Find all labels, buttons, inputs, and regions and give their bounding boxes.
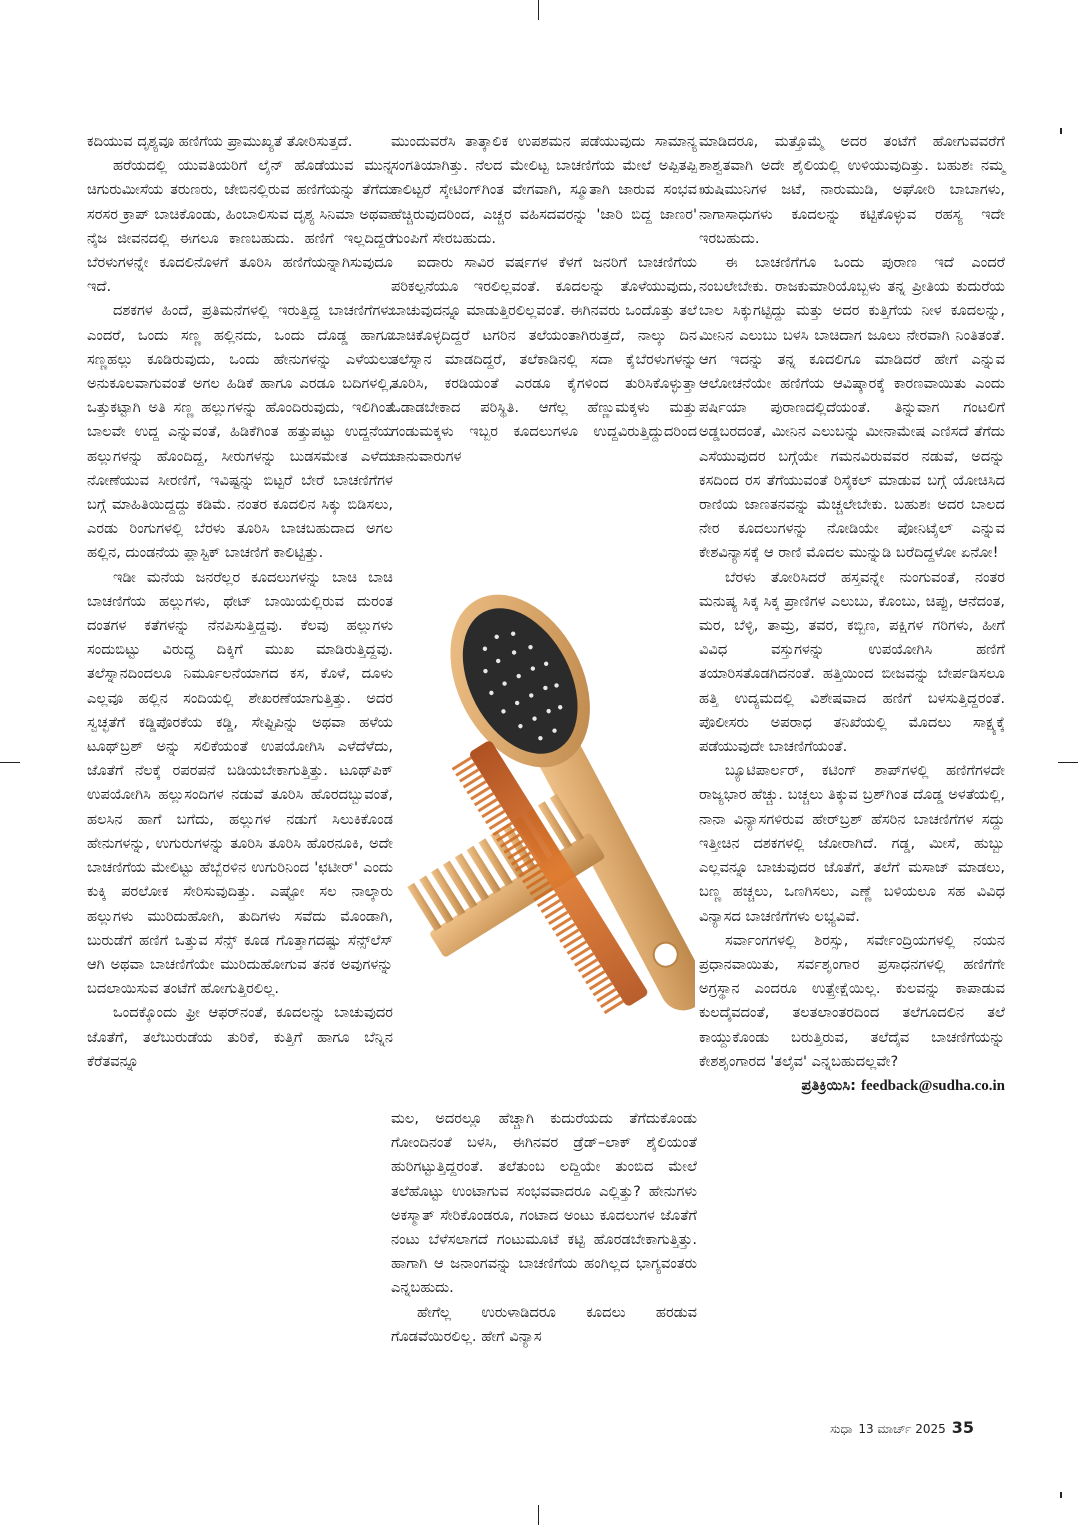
page-footer — [830, 1418, 974, 1437]
paragraph: ಇಡೀ ಮನೆಯ ಜನರೆಲ್ಲರ ಕೂದಲುಗಳನ್ನು ಬಾಚಿ ಬಾಚಿ ಬಾಚಣಿಗೆಯ ಹಲ್ಲುಗಳು, ಥೇಟ್ ಬಾಯಿಯಲ್ಲಿರುವ ದುರಂತ ದಂತಗಳ ಕತೆಗಳನ್ನು ನೆನಪಿಸುತ್ತಿದ್ದವು. ಕೆಲವು ಹಲ್ಲುಗಳು ಸಂದುಬಿಟ್ಟು ವಿರುದ್ಧ ದಿಕ್ಕಿಗೆ ಮುಖ ಮಾಡಿರುತ್ತಿದ್ದವು. ತಲೆಸ್ನಾನದಿಂದಲೂ ನಿರ್ಮೂಲನೆಯಾಗದ ಕಸ, ಕೊಳೆ, ದೂಳು ಎಲ್ಲವೂ ಹಲ್ಲಿನ ಸಂದಿಯಲ್ಲಿ ಶೇಖರಣೆಯಾಗುತ್ತಿತ್ತು. ಅದರ ಸ್ವಚ್ಛತೆಗೆ ಕಡ್ಡಿಪೊರಕೆಯ ಕಡ್ಡಿ, ಸೇಫ್ಟಿಪಿನ್ನು ಅಥವಾ ಹಳೆಯ ಟೂಥ್‌ಬ್ರಶ್ ಅನ್ನು ಸಲಿಕೆಯಂತೆ ಉಪಯೋಗಿಸಿ ಎಳೆದೆಳೆದು, ಜೊತೆಗೆ ನೆಲಕ್ಕೆ ರಪರಪನೆ ಬಡಿಯಬೇಕಾಗುತ್ತಿತ್ತು. ಟೂಥ್‌ಪಿಕ್ ಉಪಯೋಗಿಸಿ ಹಲ್ಲುಸಂದಿಗಳ ನಡುವೆ ತೂರಿಸಿ ಹೊರದಬ್ಬುವಂತೆ, ಹಲಸಿನ ಹಾಗೆ ಬಗೆದು, ಹಲ್ಲುಗಳ ನಡುಗೆ ಸಿಲುಕಿಕೊಂಡ ಹೇನುಗಳನ್ನು, ಉಗುರುಗಳನ್ನು ತೂರಿಸಿ ತೂರಿಸಿ ಹೊರನೂಕಿ, ಅದೇ ಬಾಚಣಿಗೆಯ ಮೇಲಿಟ್ಟು ಹೆಬ್ಬೆರಳಿನ ಉಗುರಿನಿಂದ 'ಛಟೀರ್' ಎಂದು ಕುಕ್ಕಿ ಪರಲೋಕ ಸೇರಿಸುವುದಿತ್ತು. ಎಷ್ಟೋ ಸಲ ನಾಲ್ಕಾರು ಹಲ್ಲುಗಳು ಮುರಿದುಹೋಗಿ, ತುದಿಗಳು ಸವೆದು ಮೊಂಡಾಗಿ, ಬುರುಡೆಗೆ ಹಣಿಗೆ ಒತ್ತುವ ಸೆನ್ಸ್ ಕೂಡ ಗೊತ್ತಾಗದಷ್ಟು ಸೆನ್ಸ್‌ಲೆಸ್ ಆಗಿ ಅಥವಾ ಬಾಚಣಿಗೆಯೇ ಮುರಿದುಹೋಗುವ ತನಕ ಅವುಗಳನ್ನು ಬದಲಾಯಿಸುವ ತಂಟೆಗೆ ಹೋಗುತ್ತಿರಲಿಲ್ಲ. — [87, 568, 393, 998]
article-column-3 — [699, 130, 1005, 1098]
article-column-2-top — [391, 130, 697, 469]
combs-and-brush-photo — [395, 585, 695, 1095]
paragraph: ಬ್ಯೂಟಿಪಾರ್ಲರ್, ಕಟಿಂಗ್ ಶಾಪ್‌ಗಳಲ್ಲಿ ಹಣಿಗೆಗಳದೇ ರಾಜ್ಯಭಾರ ಹೆಚ್ಚು. ಬಚ್ಚಲು ತಿಕ್ಕುವ ಬ್ರಶ್‌ಗಿಂತ ದೊಡ್ಡ ಅಳತೆಯಲ್ಲಿ, ನಾನಾ ವಿನ್ಯಾಸಗಳಿರುವ ಹೇರ್‌ಬ್ರಶ್ ಹೆಸರಿನ ಬಾಚಣಿಗೆಗಳ ಸದ್ದು ಇತ್ತೀಚಿನ ದಶಕಗಳಲ್ಲಿ ಜೋರಾಗಿದೆ. ಗಡ್ಡ, ಮೀಸೆ, ಹುಬ್ಬು ಎಲ್ಲವನ್ನೂ ಬಾಚುವುದರ ಜೊತೆಗೆ, ತಲೆಗೆ ಮಸಾಜ್ ಮಾಡಲು, ಬಣ್ಣ ಹಚ್ಚಲು, ಒಣಗಿಸಲು, ಎಣ್ಣೆ ಬಳಿಯಲೂ ಸಹ ವಿವಿಧ ವಿನ್ಯಾಸದ ಬಾಚಣಿಗೆಗಳು ಲಭ್ಯವಿವೆ. — [699, 762, 1005, 925]
paragraph: ಒಂದಕ್ಕೊಂದು ಫ್ರೀ ಆಫರ್‌ನಂತೆ, ಕೂದಲನ್ನು ಬಾಚುವುದರ ಜೊತೆಗೆ, ತಲೆಬುರುಡೆಯ ತುರಿಕೆ, ಕುತ್ತಿಗೆ ಹಾಗೂ ಬೆನ್ನಿನ ಕೆರೆತವನ್ನೂ — [87, 1004, 393, 1070]
magazine-name: ಸುಧಾ — [830, 1422, 853, 1436]
paragraph: ಮಲ, ಅದರಲ್ಲೂ ಹೆಚ್ಚಾಗಿ ಕುದುರೆಯದು ತೆಗೆದುಕೊಂಡು ಗೋಂದಿನಂತೆ ಬಳಸಿ, ಈಗಿನವರ ಡ್ರೆಡ್‌–ಲಾಕ್ ಶೈಲಿಯಂತೆ ಹುರಿಗಟ್ಟುತ್ತಿದ್ದರಂತೆ. ತಲೆತುಂಬ ಲದ್ದಿಯೇ ತುಂಬಿದ ಮೇಲೆ ತಲೆಹೊಟ್ಟು ಉಂಟಾಗುವ ಸಂಭವವಾದರೂ ಎಲ್ಲಿತ್ತು? ಹೇನುಗಳು ಅಕಸ್ಮಾತ್ ಸೇರಿಕೊಂಡರೂ, ಗಂಟಾದ ಅಂಟು ಕೂದಲುಗಳ ಜೊತೆಗೆ ನಂಟು ಬೆಳೆಸಲಾಗದೆ ಗಂಟುಮೂಟೆ ಕಟ್ಟಿ ಹೊರಡಬೇಕಾಗುತ್ತಿತ್ತು. ಹಾಗಾಗಿ ಆ ಜನಾಂಗವನ್ನು ಬಾಚಣಿಗೆಯ ಹಂಗಿಲ್ಲದ ಭಾಗ್ಯವಂತರು ಎನ್ನಬಹುದು. — [391, 1110, 697, 1297]
crop-mark-right-top — [1060, 128, 1062, 134]
paragraph: ಸರ್ವಾಂಗಗಳಲ್ಲಿ ಶಿರಸ್ಸು, ಸರ್ವೇಂದ್ರಿಯಗಳಲ್ಲಿ ನಯನ ಪ್ರಧಾನವಾಯಿತು, ಸರ್ವಶೃಂಗಾರ ಪ್ರಸಾಧನಗಳಲ್ಲಿ ಹಣಿಗೆಗೇ ಅಗ್ರಸ್ಥಾನ ಎಂದರೂ ಉತ್ಪ್ರೇಕ್ಷೆಯಿಲ್ಲ. ಕುಲವನ್ನು ಕಾಪಾಡುವ ಕುಲದೈವದಂತೆ, ತಲತಲಾಂತರದಿಂದ ತಲೆಗೂದಲಿನ ತಲೆ ಕಾಯ್ದುಕೊಂಡು ಬರುತ್ತಿರುವ, ತಲೆದೈವ ಬಾಚಣಿಗೆಯನ್ನು ಕೇಶಶೃಂಗಾರದ 'ತಲೈವ' ಎನ್ನಬಹುದಲ್ಲವೇ? — [699, 931, 1005, 1070]
crop-mark-top — [538, 0, 539, 20]
crop-mark-right-bottom — [1060, 1492, 1062, 1498]
crop-mark-left — [0, 762, 20, 763]
issue-date: 13 ಮಾರ್ಚ್ 2025 — [858, 1422, 946, 1436]
article-column-1 — [87, 130, 393, 1074]
crop-mark-bottom — [538, 1505, 539, 1525]
paragraph: ಮಾಡಿದರೂ, ಮತ್ತೊಮ್ಮೆ ಅದರ ತಂಟೆಗೆ ಹೋಗುವವರೆಗೆ ಶಾಶ್ವತವಾಗಿ ಅದೇ ಶೈಲಿಯಲ್ಲಿ ಉಳಿಯುವುದಿತ್ತು. ಬಹುಶಃ ನಮ್ಮ ಋಷಿಮುನಿಗಳ ಜಟೆ, ನಾರುಮುಡಿ, ಅಘೋರಿ ಬಾಬಾಗಳು, ನಾಗಾಸಾಧುಗಳು ಕೂದಲನ್ನು ಕಟ್ಟಿಕೊಳ್ಳುವ ರಹಸ್ಯ ಇದೇ ಇರಬಹುದು. — [699, 133, 1005, 247]
feedback-email[interactable]: feedback@sudha.co.in — [861, 1077, 1005, 1094]
paragraph: ಮುಂದುವರೆಸಿ ತಾತ್ಕಾಲಿಕ ಉಪಶಮನ ಪಡೆಯುವುದು ಸಾಮಾನ್ಯ ಸಂಗತಿಯಾಗಿತ್ತು. ನೆಲದ ಮೇಲಿಟ್ಟ ಬಾಚಣಿಗೆಯ ಮೇಲೆ ಅಪ್ಪಿತಪ್ಪಿ ಕಾಲಿಟ್ಟರೆ ಸ್ಕೇಟಿಂಗ್‌ಗಿಂತ ವೇಗವಾಗಿ, ಸ್ಮೂತಾಗಿ ಜಾರುವ ಸಂಭವ ಹೆಚ್ಚಿರುವುದರಿಂದ, ಎಚ್ಚರ ವಹಿಸದವರನ್ನು 'ಜಾರಿ ಬಿದ್ದ ಜಾಣರ' ಗುಂಪಿಗೆ ಸೇರಬಹುದು. — [391, 133, 697, 247]
feedback-label: ಪ್ರತಿಕ್ರಿಯಿಸಿ: — [801, 1076, 856, 1094]
paragraph: ಹೇಗೆಲ್ಲ ಉರುಳಾಡಿದರೂ ಕೂದಲು ಹರಡುವ ಗೊಡವೆಯಿರಲಿಲ್ಲ. ಹೇಗೆ ವಿನ್ಯಾಸ — [391, 1303, 697, 1345]
paragraph: ಕದಿಯುವ ದೃಶ್ಯವೂ ಹಣಿಗೆಯ ಪ್ರಾಮುಖ್ಯತೆ ತೋರಿಸುತ್ತದೆ. — [87, 133, 353, 150]
crop-mark-right — [1058, 762, 1078, 763]
paragraph: ಬೆರಳು ತೋರಿಸಿದರೆ ಹಸ್ತವನ್ನೇ ನುಂಗುವಂತೆ, ನಂತರ ಮನುಷ್ಯ ಸಿಕ್ಕ ಸಿಕ್ಕ ಪ್ರಾಣಿಗಳ ಎಲುಬು, ಕೊಂಬು, ಚಿಪ್ಪು, ಆನೆದಂತ, ಮರ, ಬೆಳ್ಳಿ, ತಾಮ್ರ, ತವರ, ಕಬ್ಬಿಣ, ಪಕ್ಷಿಗಳ ಗರಿಗಳು, ಹೀಗೆ ವಿವಿಧ ವಸ್ತುಗಳನ್ನು ಉಪಯೋಗಿಸಿ ಹಣಿಗೆ ತಯಾರಿಸತೊಡಗಿದನಂತೆ. ಹತ್ತಿಯಿಂದ ಬೀಜವನ್ನು ಬೇರ್ಪಡಿಸಲೂ ಹತ್ತಿ ಉದ್ಯಮದಲ್ಲಿ ವಿಶೇಷವಾದ ಹಣಿಗೆ ಬಳಸುತ್ತಿದ್ದರಂತೆ. ಪೊಲೀಸರು ಅಪರಾಧ ತನಿಖೆಯಲ್ಲಿ ಮೊದಲು ಸಾಕ್ಷ್ಯಕ್ಕೆ ಪಡೆಯುವುದೇ ಬಾಚಣಿಗೆಯಂತೆ. — [699, 568, 1005, 756]
article-column-2-bottom — [391, 1107, 697, 1349]
paragraph: ಈ ಬಾಚಣಿಗೆಗೂ ಒಂದು ಪುರಾಣ ಇದೆ ಎಂದರೆ ನಂಬಲೇಬೇಕು. ರಾಜಕುಮಾರಿಯೊಬ್ಬಳು ತನ್ನ ಪ್ರೀತಿಯ ಕುದುರೆಯ ಬಾಲ ಸಿಕ್ಕುಗಟ್ಟಿದ್ದು ಮತ್ತು ಅದರ ಕುತ್ತಿಗೆಯ ನೀಳ ಕೂದಲನ್ನು, ಮೀನಿನ ಎಲುಬು ಬಳಸಿ ಬಾಚಿದಾಗ ಜೂಲು ನೇರವಾಗಿ ನಿಂತಿತಂತೆ. ಆಗ ಇದನ್ನು ತನ್ನ ಕೂದಲಿಗೂ ಮಾಡಿದರೆ ಹೇಗೆ ಎನ್ನುವ ಆಲೋಚನೆಯೇ ಹಣಿಗೆಯ ಆವಿಷ್ಕಾರಕ್ಕೆ ಕಾರಣವಾಯಿತು ಎಂದು ಪರ್ಷಿಯಾ ಪುರಾಣದಲ್ಲಿದೆಯಂತೆ. ತಿನ್ನುವಾಗ ಗಂಟಲಿಗೆ ಅಡ್ಡಬರದಂತೆ, ಮೀನಿನ ಎಲುಬನ್ನು ಮೀನಾಮೇಷ ಎಣಿಸದೆ ತೆಗೆದು ಎಸೆಯುವುದರ ಬಗ್ಗೆಯೇ ಗಮನವಿರುವವರ ನಡುವೆ, ಅದನ್ನು ಕಸದಿಂದ ರಸ ತೆಗೆಯುವಂತೆ ರಿಸೈಕಲ್ ಮಾಡುವ ಬಗ್ಗೆ ಯೋಚಿಸಿದ ರಾಣಿಯ ಜಾಣತನವನ್ನು ಮೆಚ್ಚಲೇಬೇಕು. ಬಹುಶಃ ಅದರ ಬಾಲದ ನೇರ ಕೂದಲುಗಳನ್ನು ನೋಡಿಯೇ ಪೋನಿಟೈಲ್ ಎನ್ನುವ ಕೇಶವಿನ್ಯಾಸಕ್ಕೆ ಆ ರಾಣಿ ಮೊದಲ ಮುನ್ನುಡಿ ಬರೆದಿದ್ದಳೋ ಏನೋ! — [699, 254, 1005, 562]
page-number: 35 — [951, 1418, 974, 1437]
paragraph: ದಶಕಗಳ ಹಿಂದೆ, ಪ್ರತಿಮನೆಗಳಲ್ಲಿ ಇರುತ್ತಿದ್ದ ಬಾಚಣಿಗೆಗಳು ಎಂದರೆ, ಒಂದು ಸಣ್ಣ ಹಲ್ಲಿನದು, ಒಂದು ದೊಡ್ಡ ಹಾಗೂ ಸಣ್ಣಹಲ್ಲು ಕೂಡಿರುವುದು, ಒಂದು ಹೇನುಗಳನ್ನು ಎಳೆಯಲು ಅನುಕೂಲವಾಗುವಂತೆ ಅಗಲ ಹಿಡಿಕೆ ಹಾಗೂ ಎರಡೂ ಬದಿಗಳಲ್ಲಿ, ಒತ್ತುಕಟ್ಟಾಗಿ ಅತಿ ಸಣ್ಣ ಹಲ್ಲುಗಳನ್ನು ಹೊಂದಿರುವುದು, ಇಲಿಗಿಂತ ಬಾಲವೇ ಉದ್ದ ಎನ್ನುವಂತೆ, ಹಿಡಿಕೆಗಿಂತ ಹತ್ತುಪಟ್ಟು ಉದ್ದನೆಯ ಹಲ್ಲುಗಳನ್ನು ಹೊಂದಿದ್ದ, ಸೀರುಗಳನ್ನು ಬುಡಸಮೇತ ಎಳೆದು ನೋಣೆಯುವ ಸೀರಣಿಗೆ, ಇವಿಷ್ಟನ್ನು ಬಿಟ್ಟರೆ ಬೇರೆ ಬಾಚಣಿಗೆಗಳ ಬಗ್ಗೆ ಮಾಹಿತಿಯಿದ್ದದ್ದು ಕಡಿಮೆ. ನಂತರ ಕೂದಲಿನ ಸಿಕ್ಕು ಬಿಡಿಸಲು, ಎರಡು ರಿಂಗುಗಳಲ್ಲಿ ಬೆರಳು ತೂರಿಸಿ ಬಾಚಬಹುದಾದ ಅಗಲ ಹಲ್ಲಿನ, ದುಂಡನೆಯ ಪ್ಲಾಸ್ಟಿಕ್ ಬಾಚಣಿಗೆ ಕಾಲಿಟ್ಟಿತ್ತು. — [87, 302, 393, 562]
feedback-signature — [699, 1074, 1005, 1098]
paragraph: ಹರೆಯದಲ್ಲಿ ಯುವತಿಯರಿಗೆ ಲೈನ್ ಹೊಡೆಯುವ ಮುನ್ನ ಚಿಗುರುಮೀಸೆಯ ತರುಣರು, ಜೇಬಿನಲ್ಲಿರುವ ಹಣಿಗೆಯನ್ನು ತೆಗೆದು ಸರಸರ ಕ್ರಾಪ್ ಬಾಚಿಕೊಂಡು, ಹಿಂಬಾಲಿಸುವ ದೃಶ್ಯ ಸಿನಿಮಾ ಅಥವಾ ನೈಜ ಜೀವನದಲ್ಲಿ ಈಗಲೂ ಕಾಣಬಹುದು. ಹಣಿಗೆ ಇಲ್ಲದಿದ್ದರೆ ಬೆರಳುಗಳನ್ನೇ ಕೂದಲಿನೊಳಗೆ ತೂರಿಸಿ ಹಣಿಗೆಯನ್ನಾಗಿಸುವುದೂ ಇದೆ. — [87, 157, 393, 296]
paragraph: ಐದಾರು ಸಾವಿರ ವರ್ಷಗಳ ಕೆಳಗೆ ಜನರಿಗೆ ಬಾಚಣಿಗೆಯ ಪರಿಕಲ್ಪನೆಯೂ ಇರಲಿಲ್ಲವಂತೆ. ಕೂದಲನ್ನು ತೊಳೆಯುವುದು, ಬಾಚುವುದನ್ನೂ ಮಾಡುತ್ತಿರಲಿಲ್ಲವಂತೆ. ಈಗಿನವರು ಒಂದೊತ್ತು ತಲೆ ಬಾಚಿಕೊಳ್ಳದಿದ್ದರೆ ಟಗರಿನ ತಲೆಯಂತಾಗಿರುತ್ತದೆ, ನಾಲ್ಕು ದಿನ ತಲೆಸ್ನಾನ ಮಾಡದಿದ್ದರೆ, ತಲೆಕಾಡಿನಲ್ಲಿ ಸದಾ ಕೈಬೆರಳುಗಳನ್ನು ತೂರಿಸಿ, ಕರಡಿಯಂತೆ ಎರಡೂ ಕೈಗಳಿಂದ ತುರಿಸಿಕೊಳ್ಳುತ್ತಾ ಓಡಾಡಬೇಕಾದ ಪರಿಸ್ಥಿತಿ. ಆಗೆಲ್ಲ ಹೆಣ್ಣುಮಕ್ಕಳು ಮತ್ತು ಗಂಡುಮಕ್ಕಳು ಇಬ್ಬರ ಕೂದಲುಗಳೂ ಉದ್ದವಿರುತ್ತಿದ್ದುದರಿಂದ ಜಾನುವಾರುಗಳ — [391, 254, 697, 465]
